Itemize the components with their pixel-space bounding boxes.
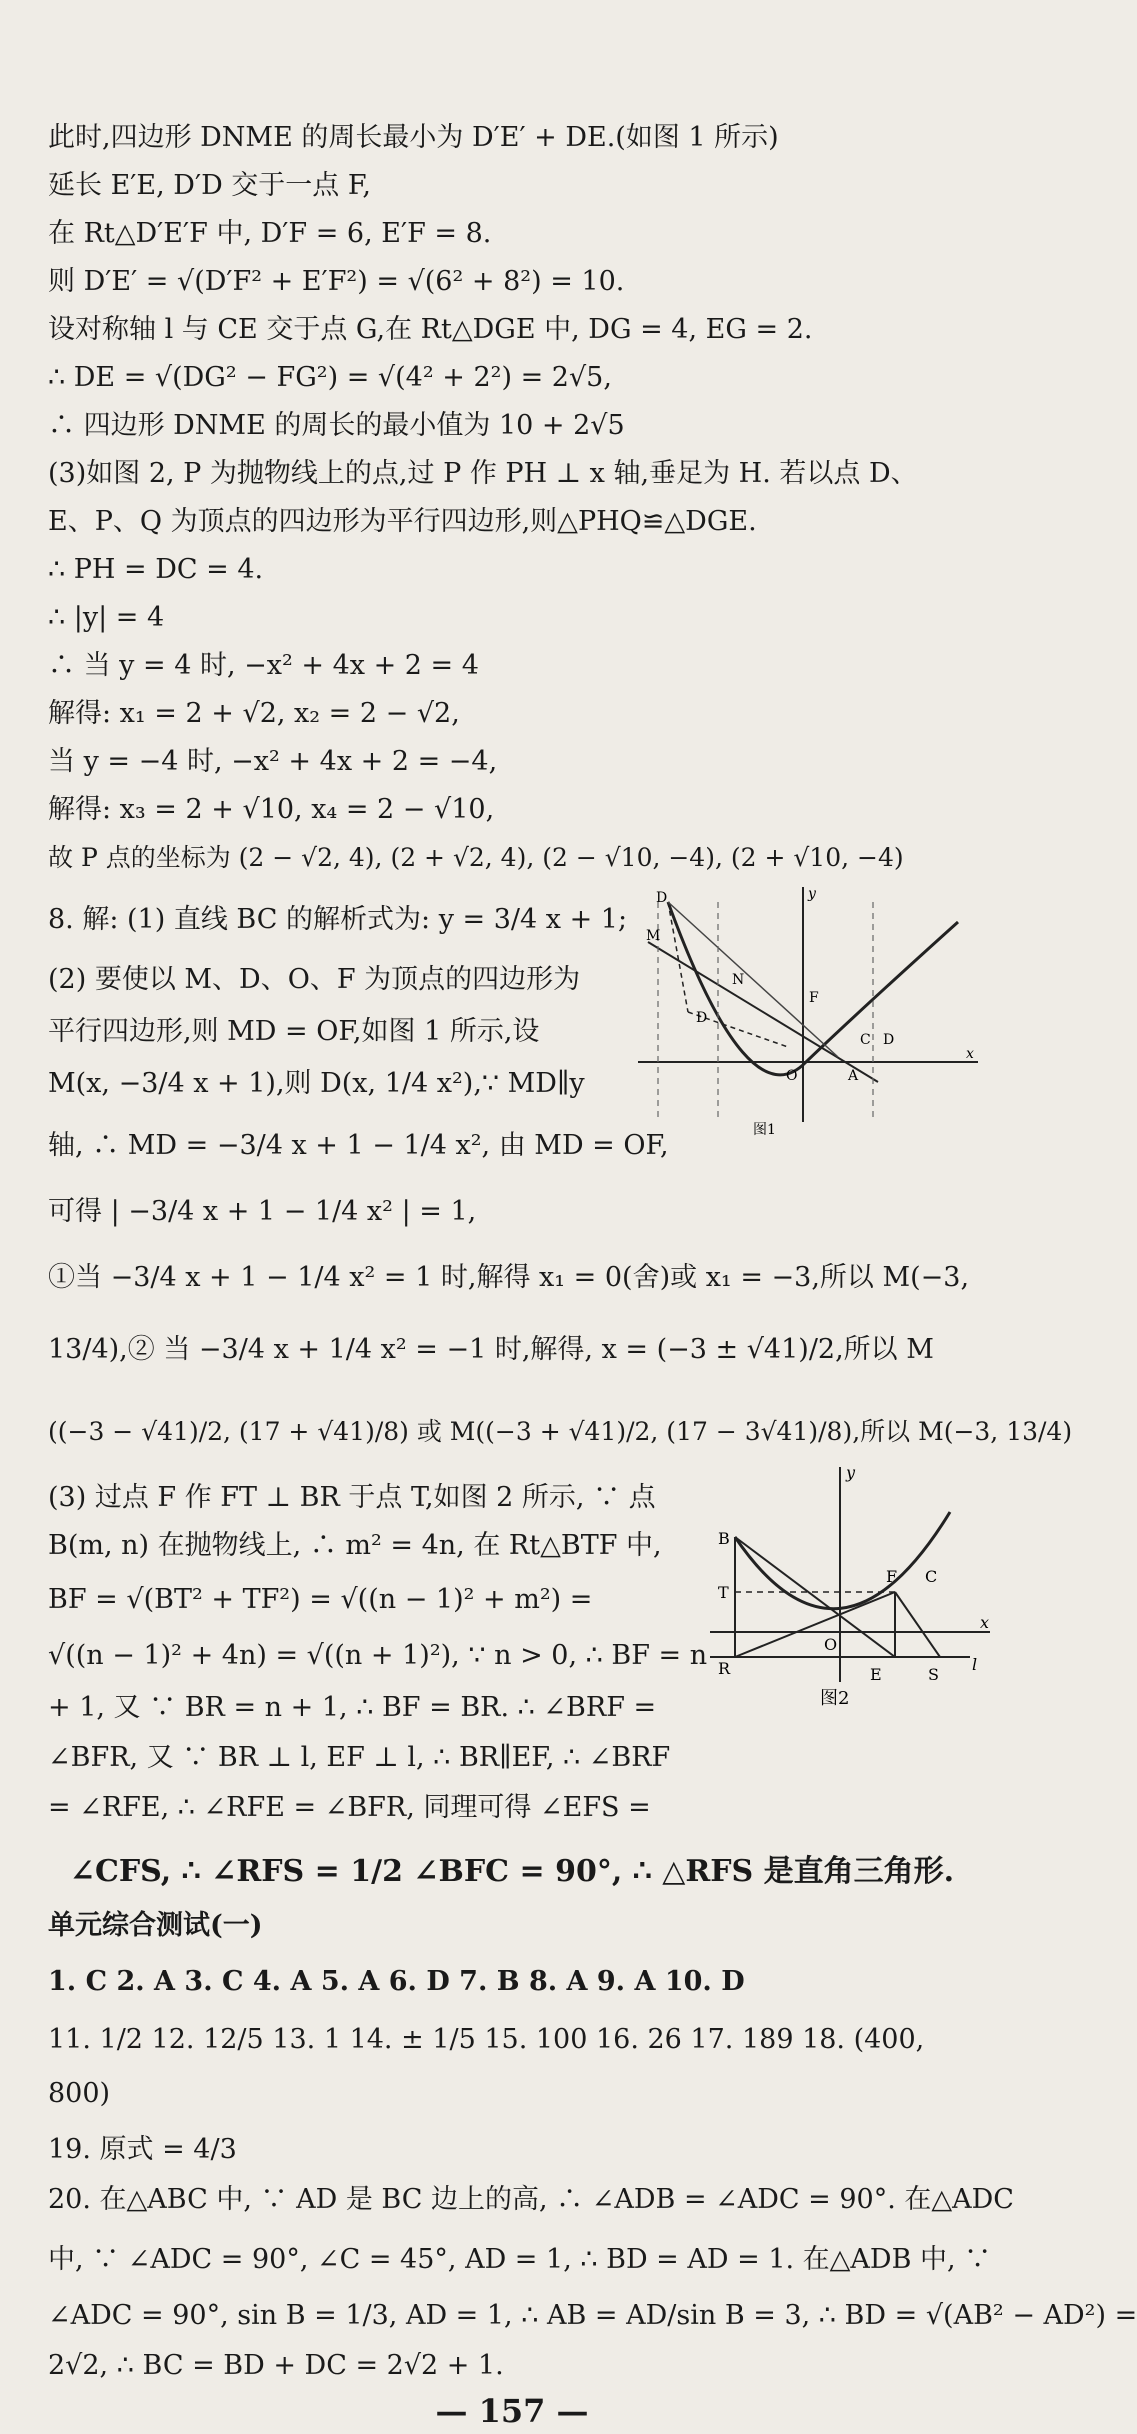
figure-2-label: B xyxy=(718,1529,730,1548)
text-line: 当 y = −4 时, −x² + 4x + 2 = −4, xyxy=(48,746,498,777)
x-axis-label: x xyxy=(966,1046,974,1062)
x-axis-label: x xyxy=(980,1613,990,1632)
text-line: + 1, 又 ∵ BR = n + 1, ∴ BF = BR. ∴ ∠BRF = xyxy=(48,1692,657,1723)
figure-2-label: S xyxy=(928,1665,939,1684)
figure-2 xyxy=(700,1452,1000,1712)
figure-2-label: O xyxy=(824,1635,838,1654)
figure-1 xyxy=(628,872,988,1142)
figure-2-label: l xyxy=(972,1655,978,1674)
text-line: ∴ 四边形 DNME 的周长的最小值为 10 + 2√5 xyxy=(48,410,625,441)
text-line: ∠BFR, 又 ∵ BR ⊥ l, EF ⊥ l, ∴ BR∥EF, ∴ ∠BRF xyxy=(48,1742,671,1773)
text-line: 解得: x₁ = 2 + √2, x₂ = 2 − √2, xyxy=(48,698,460,729)
text-line: 中, ∵ ∠ADC = 90°, ∠C = 45°, AD = 1, ∴ BD = AD = 1. 在△ADB 中, ∵ xyxy=(48,2244,992,2275)
text-line: 在 Rt△D′E′F 中, D′F = 6, E′F = 8. xyxy=(48,218,492,249)
figure-2-label: C xyxy=(925,1567,938,1586)
text-line: 此时,四边形 DNME 的周长最小为 D′E′ + DE.(如图 1 所示) xyxy=(48,122,779,153)
figure-1-label: N xyxy=(732,972,745,988)
text-line: 13/4),② 当 −3/4 x + 1/4 x² = −1 时,解得, x = (−3 ± √41)/2,所以 M xyxy=(48,1334,934,1365)
text-line: 延长 E′E, D′D 交于一点 F, xyxy=(48,170,371,201)
text-line: B(m, n) 在抛物线上, ∴ m² = 4n, 在 Rt△BTF 中, xyxy=(48,1530,662,1561)
figure-2-caption: 图2 xyxy=(820,1688,850,1709)
text-line: 平行四边形,则 MD = OF,如图 1 所示,设 xyxy=(48,1016,540,1047)
text-line: ∠ADC = 90°, sin B = 1/3, AD = 1, ∴ AB = AD/sin B = 3, ∴ BD = √(AB² − AD²) = xyxy=(48,2300,1137,2331)
text-line: BF = √(BT² + TF²) = √((n − 1)² + m²) = xyxy=(48,1584,593,1615)
text-line: ∴ DE = √(DG² − FG²) = √(4² + 2²) = 2√5, xyxy=(48,362,612,393)
text-line: √((n − 1)² + 4n) = √((n + 1)²), ∵ n > 0, ∴ BF = n xyxy=(48,1640,708,1671)
answer-line: 11. 1/2 12. 12/5 13. 1 14. ± 1/5 15. 100 16. 26 17. 189 18. (400, xyxy=(48,2024,925,2055)
figure-2-label: E xyxy=(870,1665,882,1684)
text-line: 解得: x₃ = 2 + √10, x₄ = 2 − √10, xyxy=(48,794,495,825)
text-line: 19. 原式 = 4/3 xyxy=(48,2134,237,2165)
figure-1-label: D xyxy=(696,1010,708,1026)
text-line: E、P、Q 为顶点的四边形为平行四边形,则△PHQ≌△DGE. xyxy=(48,506,757,537)
y-axis-label: y xyxy=(846,1463,856,1482)
figure-2-label: R xyxy=(718,1659,731,1678)
text-line: (3)如图 2, P 为抛物线上的点,过 P 作 PH ⊥ x 轴,垂足为 H. 若以点 D、 xyxy=(48,458,918,489)
section-title: ∠CFS, ∴ ∠RFS = 1/2 ∠BFC = 90°, ∴ △RFS 是直角三角形. xyxy=(69,1854,955,1889)
text-line: 8. 解: (1) 直线 BC 的解析式为: y = 3/4 x + 1; xyxy=(48,904,628,935)
text-line: ∴ PH = DC = 4. xyxy=(48,554,264,585)
answer-line: 单元综合测试(一) xyxy=(48,1910,263,1941)
figure-1-label: M xyxy=(646,928,661,944)
text-line: = ∠RFE, ∴ ∠RFE = ∠BFR, 同理可得 ∠EFS = xyxy=(48,1792,651,1823)
text-line: 2√2, ∴ BC = BD + DC = 2√2 + 1. xyxy=(48,2350,504,2381)
answer-line: 800) xyxy=(48,2078,111,2109)
answer-line: 1. C 2. A 3. C 4. A 5. A 6. D 7. B 8. A 9. A 10. D xyxy=(48,1966,745,1997)
figure-1-label: F xyxy=(809,990,819,1006)
figure-1-label: A xyxy=(848,1068,859,1084)
text-line: 可得 | −3/4 x + 1 − 1/4 x² | = 1, xyxy=(48,1196,477,1227)
text-line: (3) 过点 F 作 FT ⊥ BR 于点 T,如图 2 所示, ∵ 点 xyxy=(48,1482,656,1513)
text-line: ((−3 − √41)/2, (17 + √41)/8) 或 M((−3 + √41)/2, (17 − 3√41)/8),所以 M(−3, 13/4) xyxy=(48,1417,1073,1446)
text-line: ①当 −3/4 x + 1 − 1/4 x² = 1 时,解得 x₁ = 0(舍)或 x₁ = −3,所以 M(−3, xyxy=(48,1262,970,1293)
text-line: ∴ 当 y = 4 时, −x² + 4x + 2 = 4 xyxy=(48,650,479,681)
text-line: (2) 要使以 M、D、O、F 为顶点的四边形为 xyxy=(48,964,581,995)
text-line: 则 D′E′ = √(D′F² + E′F²) = √(6² + 8²) = 10. xyxy=(48,266,625,297)
text-line: 20. 在△ABC 中, ∵ AD 是 BC 边上的高, ∴ ∠ADB = ∠ADC = 90°. 在△ADC xyxy=(48,2184,1014,2215)
text-line: 轴, ∴ MD = −3/4 x + 1 − 1/4 x², 由 MD = OF, xyxy=(48,1130,669,1161)
figure-2-label: F xyxy=(886,1567,898,1586)
figure-1-label: O xyxy=(786,1068,798,1084)
text-line: ∴ |y| = 4 xyxy=(48,602,165,633)
text-line: 设对称轴 l 与 CE 交于点 G,在 Rt△DGE 中, DG = 4, EG = 2. xyxy=(48,314,813,345)
figure-1-label: D xyxy=(656,890,668,906)
text-line: 故 P 点的坐标为 (2 − √2, 4), (2 + √2, 4), (2 − √10, −4), (2 + √10, −4) xyxy=(48,843,904,872)
figure-1-label: C xyxy=(860,1032,871,1048)
figure-2-label: T xyxy=(718,1583,729,1602)
text-line: M(x, −3/4 x + 1),则 D(x, 1/4 x²),∵ MD∥y xyxy=(48,1068,585,1099)
figure-1-caption: 图1 xyxy=(753,1122,776,1138)
y-axis-label: y xyxy=(808,886,816,902)
figure-1-label: D xyxy=(883,1032,895,1048)
page-number: — 157 — xyxy=(435,2392,589,2430)
